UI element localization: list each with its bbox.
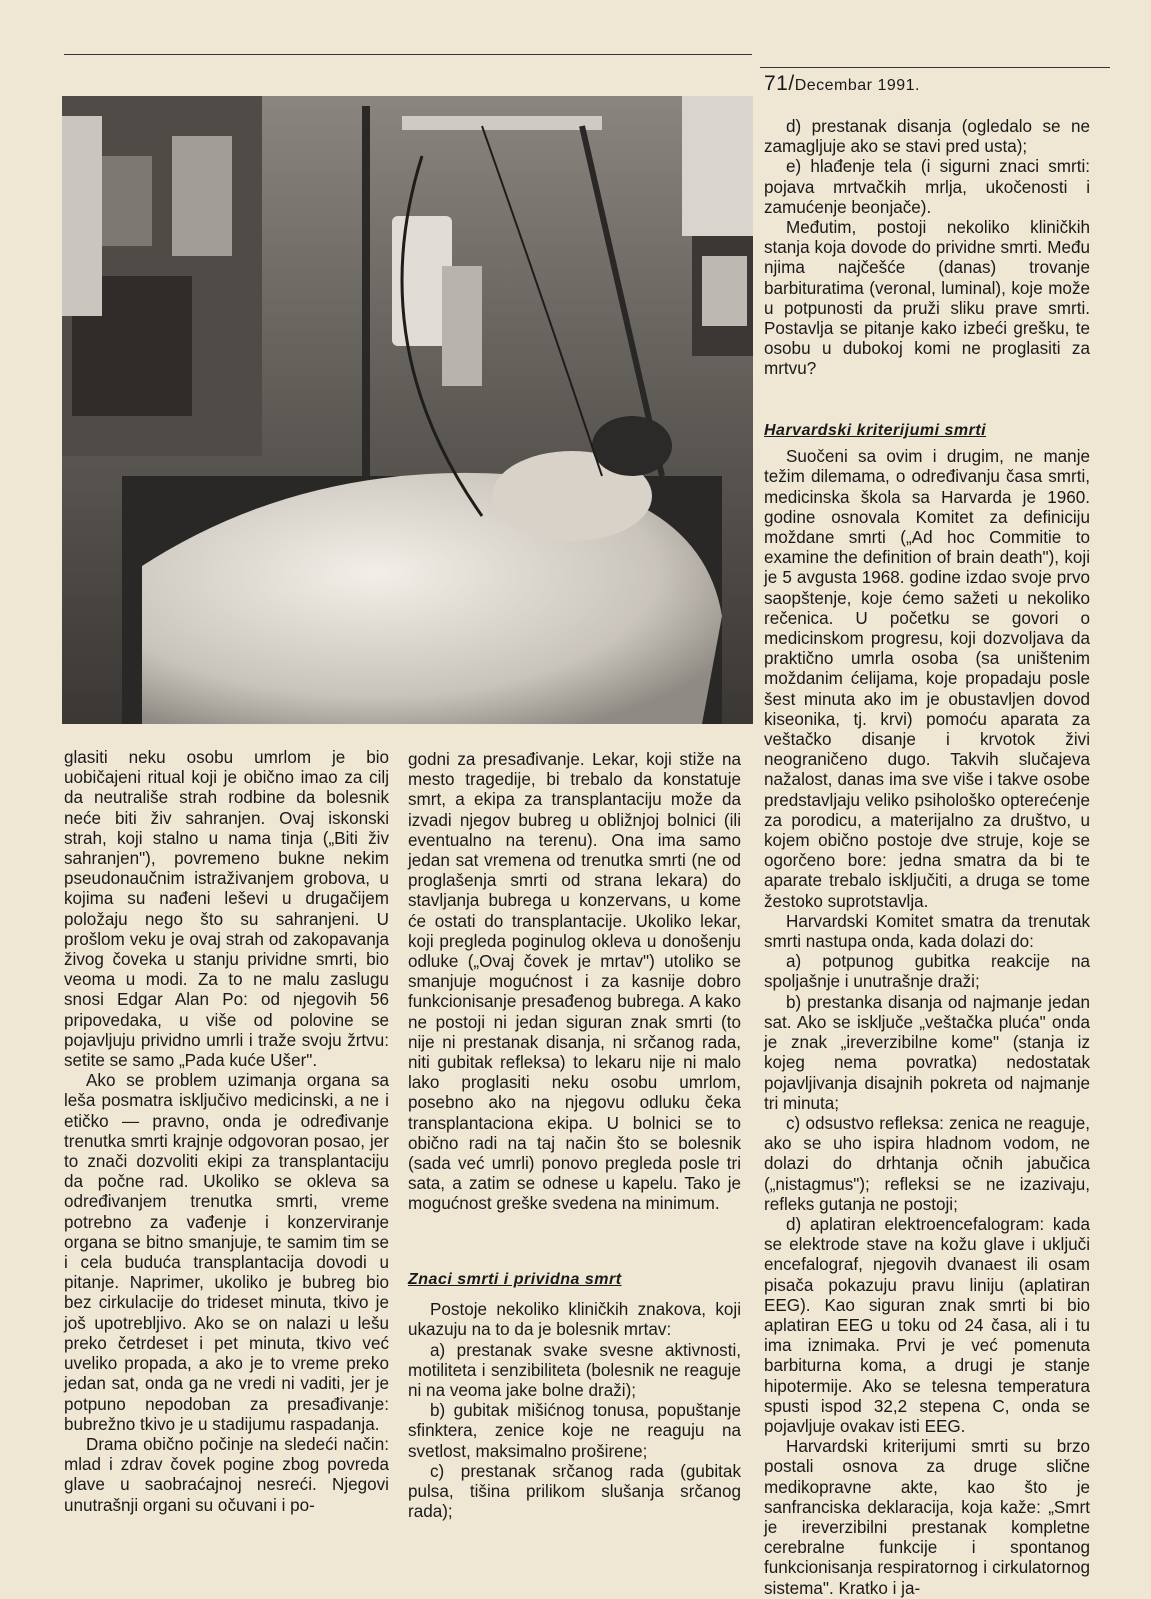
- column1-paragraph-3: Drama obično počinje na sledeći način: mlad i zdrav čovek pogine zbog povreda glave u saobraćajnoj nesreći. Njegovi unutrašnji organi su očuvani i po-: [64, 1434, 389, 1515]
- column3-paragraph-6: a) potpunog gubitka reakcije na spoljašnje i unutrašnje draži;: [764, 952, 1090, 992]
- column1-paragraph-2: Ako se problem uzimanja organa sa leša posmatra isključivo medicinski, a ne i etičko — pravno, onda je određivanje trenutka smrti krajnje odgovoran posao, jer to znači dozvoliti ekipi za transplantaciju da počne rad. Ukoliko se okleva sa određivanjem trenutka smrti, vreme potrebno za vađenje i konzerviranje organa se bitno smanjuje, te samim tim se i cela buduća transplantacija dovodi u pitanje. Naprimer, ukoliko je bubreg bio bez cirkulacije do trideset minuta, tkivo je još upotrebljivo. Ako se on nalazi u lešu preko četrdeset i pet minuta, tkivo već uveliko propada, a ako je to vreme preko jedan sat, onda ga ne vredi ni vaditi, jer je potpuno nepodoban za presađivanje: bubrežno tkivo je u stadijumu raspadanja.: [64, 1071, 389, 1434]
- article-column-2: [408, 750, 741, 1215]
- column2-paragraph-5: c) prestanak srčanog rada (gubitak pulsa, tišina prilikom slušanja srčanog rada);: [408, 1461, 741, 1522]
- column3-paragraph-4: Suočeni sa ovim i drugim, ne manje težim dilemama, o određivanju časa smrti, medicinska škola sa Harvarda je 1960. godine osnovala Komitet za definiciju moždane smrti („Ad hoc Commitie to examine the definition of brain death"), koji je 5 avgusta 1968. godine izdao svoje prvo saopštenje, koje ćemo sažeti u nekoliko rečenica. U početku se govori o medicinskom progresu, koji dozvoljava da praktično umrla osoba (sa uništenim moždanim ćelijama, koje propadaju posle šest minuta ako im je obustavljen dovod kiseonika, tj. krvi) pomoću aparata za veštačko disanje i krvotok živi neograničeno dugo. Takvih slučajeva nažalost, danas ima sve više i takve osobe predstavljaju veliko psihološko opterećenje za porodicu, a materijalno za društvo, u kojem obično postoje dve struje, koje se ogorčeno bore: jedna smatra da bi te aparate trebalo isključiti, a druga se tome žestoko suprotstavlja.: [764, 447, 1090, 911]
- issue-folio: [764, 72, 920, 96]
- article-column-1: [64, 748, 389, 1516]
- column3-paragraph-7: b) prestanka disanja od najmanje jedan sat. Ako se isključe „veštačka pluća" onda je znak „ireverzibilne kome" (stanja iz kojeg nema povratka) nedostatak pojavljivanja disajnih pokreta od najmanje tri minuta;: [764, 992, 1090, 1113]
- article-column-3: [764, 117, 1090, 380]
- column2-paragraph-4: b) gubitak mišićnog tonusa, popuštanje sfinktera, zenice koje ne reaguju na svetlost, maksimalno proširene;: [408, 1401, 741, 1461]
- issue-number: 71/: [764, 72, 795, 95]
- column3-paragraph-2: e) hlađenje tela (i sigurni znaci smrti: pojava mrtvačkih mrlja, ukočenosti i zamućenje beonjače).: [764, 157, 1090, 217]
- hospital-patient-photo-icon: [62, 96, 753, 724]
- column2-paragraph-1: godni za presađivanje. Lekar, koji stiže na mesto tragedije, bi trebalo da konstatuje smrt, a ekipa za transplantaciju može da izvadi njegov bubreg u obližnjoj bolnici (ili eventualno na terenu). Ona ima samo jedan sat vremena od trenutka smrti (ne od proglašenja smrti od strana lekara) do stavljanja bubrega u konzervans, u kome će ostati do transplantacije. Ukoliko lekar, koji pregleda poginulog okleva u donošenju odluke („Ovaj čovek je mrtav") utoliko se smanjuje mogućnost i za kasnije dobro funkcionisanje presađenog bubrega. A kako ne postoji ni jedan siguran znak smrti (to nije ni prestanak disanja, ni srčanog rada, niti gubitak refleksa) to lekaru nije ni malo lako proglasiti neku osobu umrlom, posebno ako na njegovu odluku čeka transplantaciona ekipa. U bolnici se to obično radi na taj način što se bolesnik (sada već umrli) ponovo pregleda posle tri sata, a zatim se odnese u kapelu. Tako je mogućnost greške svedena na minimum.: [408, 750, 741, 1214]
- column2-paragraph-2: Postoje nekoliko kliničkih znakova, koji ukazuju na to da je bolesnik mrtav:: [408, 1300, 741, 1340]
- column3-paragraph-5: Harvardski Komitet smatra da trenutak smrti nastupa onda, kada dolazi do:: [764, 911, 1090, 952]
- column3-paragraph-8: c) odsustvo refleksa: zenica ne reaguje, ako se uho ispira hladnom vodom, ne dolazi do drhtanja očnih jabučica („nistagmus"); refleksi se ne izazivaju, refleks gutanja ne postoji;: [764, 1113, 1090, 1214]
- header-rule-right: [760, 67, 1110, 68]
- article-column-3-lower: [764, 421, 1090, 1599]
- article-column-2-lower: [408, 1270, 741, 1522]
- column2-paragraph-3: a) prestanak svake svesne aktivnosti, motiliteta i senzibiliteta (bolesnik ne reaguje ni na veoma jake bolne draži);: [408, 1340, 741, 1401]
- column1-paragraph-1: glasiti neku osobu umrlom je bio uobičajeni ritual koji je obično imao za cilj da neutrališe strah rodbine da bolesnik neće biti živ sahranjen. Ovaj iskonski strah, koji stalno u nama tinja („Biti živ sahranjen"), povremeno bukne nekim pseudonaučnim istraživanjem grobova, u kojima su nađeni leševi u drugačijem položaju nego što su sahranjeni. U prošlom veku je ovaj strah od zakopavanja živog čoveka u stanju prividne smrti, bio veoma u modi. Za to ne malu zaslugu snosi Edgar Alan Po: od njegovih 56 pripovedaka, u više od polovine se pojavljuju prividno umrli i traže svoju žrtvu: setite se samo „Pada kuće Ušer".: [64, 748, 389, 1071]
- column3-paragraph-9: d) aplatiran elektroencefalogram: kada se elektrode stave na kožu glave i uključi encefalograf, njegovih dvanaest ili osam pisača pokazuju pravu liniju (aplatiran EEG). Kao siguran znak smrti bi bio aplatiran EEG u toku od 24 časa, ali i tu ima iznimaka. Prvi je već pomenuta barbiturna koma, a drugi je stanje hipotermije. Ako se telesna temperatura spusti ispod 32,2 stepena C, onda se pojavljuje ovakav isti EEG.: [764, 1214, 1090, 1436]
- column3-paragraph-3: Međutim, postoji nekoliko kliničkih stanja koja dovode do prividne smrti. Među njima najčešće (danas) trovanje barbituratima (veronal, luminal), koje može u potpunosti da pruži sliku prave smrti. Postavlja se pitanje kako izbeći grešku, te osobu u dubokoj komi ne proglasiti za mrtvu?: [764, 218, 1090, 379]
- section-heading-signs-of-death: Znaci smrti i prividna smrt: [408, 1271, 622, 1288]
- column3-paragraph-10: Harvardski kriterijumi smrti su brzo postali osnova za druge slične medikopravne akte, kao što je sanfranciska deklaracija, koja kaže: „Smrt je ireverzibilni prestanak kompletne cerebralne funkcije i spontanog funkcionisanja respiratornog i cirkulatornog sistema". Kratko i ja-: [764, 1437, 1090, 1598]
- header-rule-left: [64, 54, 752, 55]
- photo-drawing: [62, 96, 753, 724]
- column3-paragraph-1: d) prestanak disanja (ogledalo se ne zamagljuje ako se stavi pred usta);: [764, 117, 1090, 157]
- issue-date: Decembar 1991.: [794, 77, 920, 94]
- section-heading-harvard-criteria: Harvardski kriterijumi smrti: [764, 422, 987, 439]
